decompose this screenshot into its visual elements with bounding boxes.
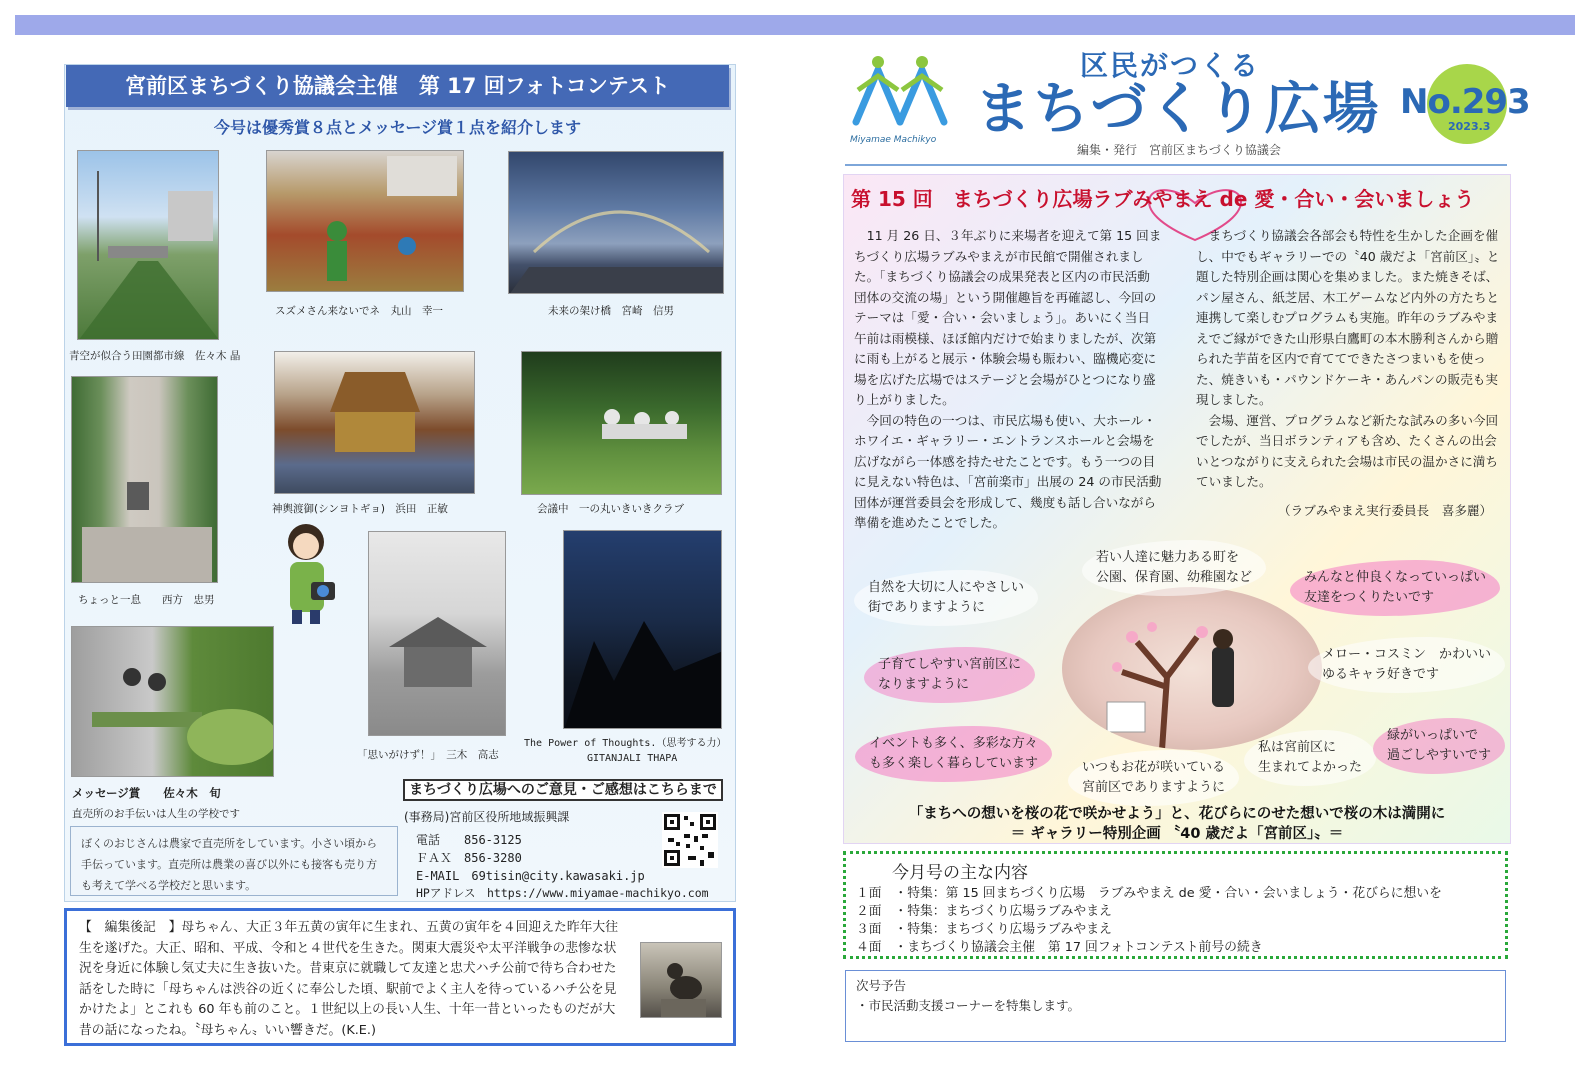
top-strip [15, 15, 1575, 35]
masthead-top: 区民がつくる [1080, 49, 1261, 82]
contact-fax: ＦＡＸ 856-3280 [416, 851, 522, 865]
qr-code[interactable] [662, 812, 718, 868]
photo-hachiko [640, 942, 722, 1018]
article-column-2: まちづくり協議会各部会も特性を生かした企画を催し、中でもギャラリーでの〝40 歳だよ「宮前区」〟と題した特別企画は関心を集めました。また焼きそば、パン屋さん、紙芝居、木工ゲームなど内外の方たちと連携して楽しむプログラムも実施。昨年のラブみやまえでご縁ができた山形県白鷹町の本木勝利さんから贈られた芋苗を区内で育ててできたさつまいもを使った、焼きいも・パウンドケーキ・あんパンの販売も実現しました。 会場、運営、プログラムなど新たな試みの多い今回でしたが、当日ボランティアも含め、たくさんの出会いとつながりに支えられた会場は市民の温かさに満ちていました。 [1196, 228, 1500, 489]
petal-message-5: メロー・コスミン かわいい ゆるキャラ好きです [1308, 637, 1505, 693]
caption-message-award-title: 直売所のお手伝いは人生の学校です [72, 808, 240, 820]
petal-message-1: 若い人達に魅力ある町を 公園、保育園、幼稚園など [1082, 540, 1266, 596]
gallery-caption-line1: 「まちへの想いを桜の花で咲かせよう」と、花びらにのせた想いで桜の木は満開に [908, 806, 1446, 822]
caption-night: The Power of Thoughts.（思考する力） [524, 738, 727, 749]
photographer-illustration [276, 518, 346, 624]
next-issue-title: 次号予告 [856, 978, 907, 993]
masthead-logo-text: Miyamae Machikyo [850, 135, 937, 145]
photo-rainbow [508, 151, 724, 294]
caption-stairs: ちょっと一息 西方 忠男 [78, 594, 215, 606]
contents-box [843, 851, 1508, 959]
caption-night-author: GITANJALI THAPA [587, 753, 678, 764]
contents-row: ３面 ・特集：まちづくり広場ラブみやまえ [856, 922, 1112, 937]
photo-stairs [71, 376, 218, 583]
article-column-1: 11 月 26 日、３年ぶりに来場者を迎えて第 15 回まちづくり広場ラブみやまえが市民館で開催されました。「まちづくり協議会の成果発表と区内の市民活動団体の交流の場」という開催趣旨を再確認し、今回のテーマは「愛・合い・会いましょう」。あいにく当日午前は雨模様、ほぼ館内だけで始まりましたが、次第に雨も上がると展示・体験会場も賑わい、臨機応変に場を広げた広場ではステージと会場がひとつになり盛り上がりました。 今回の特色の一つは、市民広場も使い、大ホール・ホワイエ・ギャラリー・エントランスホールと会場を広げながら一体感を持たせたことです。もう一つの目に見えない特色は、「宮前楽市」出展の 24 の市民活動団体が運営委員会を形成して、幾度も話し合いながら準備を進めたことでした。 [854, 228, 1162, 530]
contact-tel: 電話 856-3125 [416, 833, 522, 847]
photo-contest-title: 宮前区まちづくり協議会主催 第 17 回フォトコンテスト [66, 65, 729, 107]
feature-headline: 第 15 回 まちづくり広場ラブみやまえ de 愛・合い・会いましょう [851, 187, 1475, 211]
petal-message-4: 子育てしやすい宮前区に なりますように [864, 647, 1035, 703]
petal-message-2: 自然を大切に人にやさしい 街でありますように [854, 570, 1038, 626]
petal-message-3: みんなと仲良くなっていっぱい 友達をつくりたいです [1290, 560, 1500, 616]
petal-message-7: いつもお花が咲いている 宮前区でありますように [1068, 750, 1239, 806]
photo-train [77, 150, 219, 340]
photo-farm-stand [71, 626, 274, 777]
header-rule [845, 164, 1507, 166]
petal-message-6: イベントも多く、多彩な方々 も多く楽しく暮らしています [855, 726, 1052, 782]
masthead-logo [848, 50, 952, 140]
caption-meeting: 会議中 一の丸いきいきクラブ [537, 503, 684, 515]
caption-rainbow: 未来の架け橋 宮崎 信男 [548, 305, 674, 317]
issue-number: No.293 [1400, 82, 1530, 122]
contents-title: 今月号の主な内容 [892, 863, 1028, 883]
photo-contest-subtitle: 今号は優秀賞８点とメッセージ賞１点を紹介します [213, 118, 582, 137]
next-issue-box [845, 970, 1506, 1042]
contact-title: まちづくり広場へのご意見・ご感想はこちらまで [403, 779, 723, 801]
caption-snow-temple: 「思いがけず！」 三木 高志 [357, 749, 499, 761]
gallery-caption [843, 804, 1511, 844]
article-signature: （ラブみやまえ実行委員長 喜多麗） [1278, 503, 1493, 518]
editor-postscript [64, 908, 736, 1046]
photo-snow-temple [368, 531, 506, 736]
photo-mikoshi [274, 351, 475, 494]
publisher: 編集・発行 宮前区まちづくり協議会 [1077, 143, 1281, 157]
postscript-text: 【 編集後記 】母ちゃん、大正３年五黄の寅年に生まれ、五黄の寅年を４回迎えた昨年大往生を遂げた。大正、昭和、平成、令和と４世代を生きた。関東大震災や太平洋戦争の悲惨な状況を身近に体験し気丈夫に生き抜いた。昔東京に就職して友達と忠犬ハチ公前で待ち合わせた話をした時に「母ちゃんは渋谷の近くに奉公した頃、駅前でよく主人を待っているハチ公を見かけたよ」とこれも 60 年も前のこと。１世紀以上の長い人生、十年一昔といったものだが大昔の話になったね。〝母ちゃん〟いい響きだ。(K.E.) [79, 920, 619, 1038]
petal-message-8: 私は宮前区に 生まれてよかった [1244, 730, 1376, 786]
contents-row: ２面 ・特集：まちづくり広場ラブみやまえ [856, 904, 1112, 919]
caption-message-award: メッセージ賞 佐々木 旬 [72, 786, 221, 800]
gallery-caption-line2: ＝ ギャラリー特別企画 〝40 歳だよ「宮前区」〟＝ [1010, 826, 1344, 842]
photo-rice [266, 150, 464, 292]
contact-email[interactable]: E-MAIL 69tisin@city.kawasaki.jp [416, 869, 645, 883]
petal-message-9: 緑がいっぱいで 過ごしやすいです [1373, 718, 1505, 774]
photo-night [563, 530, 722, 729]
photo-sakura-tree [1062, 587, 1322, 750]
caption-mikoshi: 神輿渡御(シンヨトギョ) 浜田 正敏 [272, 503, 448, 515]
caption-rice: スズメさん来ないでネ 丸山 幸一 [275, 305, 443, 317]
caption-train: 青空が似合う田園都市線 佐々木 晶 [69, 350, 241, 362]
message-award-text: ぼくのおじさんは農家で直売所をしています。小さい頃から手伝っています。直売所は農業の喜び以外にも接客も売り方も考えて学べる学校だと思います。 [70, 826, 398, 896]
issue-date: 2023.3 [1448, 120, 1491, 133]
contact-homepage[interactable]: HPアドレス https://www.miyamae-machikyo.com [416, 886, 709, 900]
photo-meeting [521, 351, 722, 495]
contact-office: (事務局)宮前区役所地域振興課 [404, 810, 570, 824]
next-issue-body: ・市民活動支援コーナーを特集します。 [856, 998, 1081, 1013]
masthead-title: まちづくり広場 [975, 77, 1381, 142]
contents-row: ４面 ・まちづくり協議会主催 第 17 回フォトコンテスト前号の続き [856, 940, 1263, 955]
contents-row: １面 ・特集：第 15 回まちづくり広場 ラブみやまえ de 愛・合い・会いましょう・花びらに想いを [856, 886, 1442, 901]
